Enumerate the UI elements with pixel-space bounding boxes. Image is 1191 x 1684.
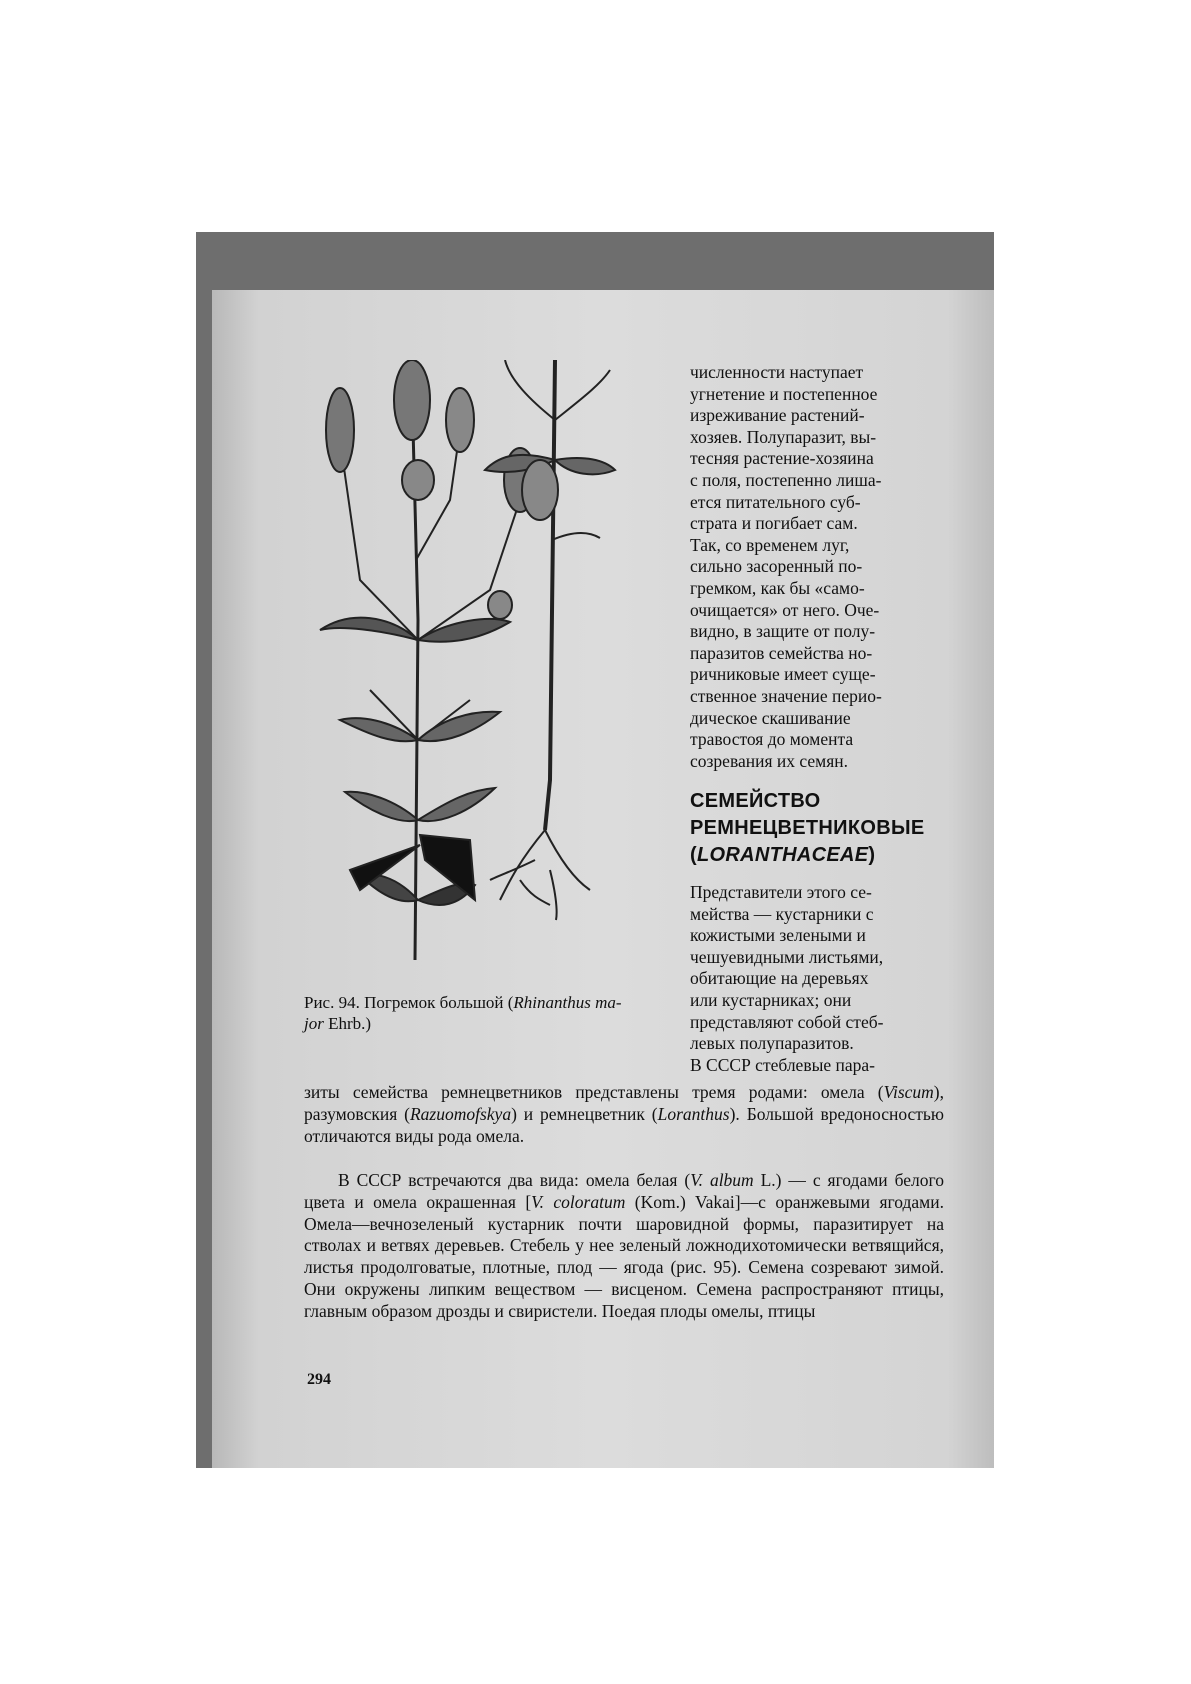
text-run: (Kom.) Vakai]—с оранжевыми ягодами. Омела—вечнозеленый кустарник почти шаровидной формы, паразитирует на стволах и ветвях деревьев. Стебель у нее зеленый ложнодихотомически ветвящийся, листья продолговатые, плотные, плод — ягода (рис. 95). Семена созревают зимой. Они окружены липким веществом — висценом. Семена распространяют птицы, главным образом дрозды и свиристели. Поедая плоды омелы, птицы	[304, 1191, 944, 1321]
text-line: созревания их семян.	[690, 750, 849, 771]
text-run: зиты семейства ремнецветников представлены тремя родами: омела (	[304, 1082, 884, 1102]
text-line: Представители этого се-	[690, 882, 872, 902]
paragraph-species	[304, 1170, 944, 1323]
text-line: чешуевидными листьями,	[690, 946, 884, 967]
text-line: ственное значение перио-	[690, 685, 882, 706]
latin-razuomofskya: Razuomofskya	[409, 1103, 512, 1124]
latin-v-coloratum: V. coloratum	[531, 1191, 626, 1212]
page-number: 294	[307, 1371, 331, 1388]
text-line: численности наступает	[690, 362, 864, 382]
text-run: ), разумовския (	[304, 1082, 944, 1124]
text-line: обитающие на деревьях	[690, 968, 869, 989]
text-line: ется питательного суб-	[690, 491, 861, 512]
heading-line-3	[690, 842, 950, 869]
text-line: левых полупаразитов.	[690, 1033, 854, 1054]
text-line: угнетение и постепенное	[690, 383, 878, 404]
text-line: кожистыми зелеными и	[690, 925, 866, 946]
caption-text: Рис. 94. Погремок большой (	[304, 993, 514, 1012]
text-line: мейства — кустарники с	[690, 903, 874, 924]
text-line: дическое скашивание	[690, 707, 851, 728]
text-line: хозяев. Полупаразит, вы-	[690, 426, 877, 447]
figure-caption	[304, 992, 682, 1034]
latin-loranthus: Loranthus	[657, 1103, 730, 1124]
column-text	[690, 362, 944, 772]
text-line: страта и погибает сам.	[690, 513, 858, 534]
paren-open: (	[690, 844, 697, 866]
text-line: травостоя до момента	[690, 729, 854, 750]
latin-v-album: V. album	[690, 1170, 754, 1190]
caption-latin-2: jor	[304, 1014, 324, 1033]
section-heading	[690, 788, 950, 869]
text-line: В СССР стеблевые пара-	[690, 1054, 875, 1075]
latin-viscum: Viscum	[883, 1082, 934, 1102]
text-line: с поля, постепенно лиша-	[690, 469, 882, 490]
text-line: представляют собой стеб-	[690, 1011, 884, 1032]
column-text-2	[690, 882, 944, 1076]
text-line: очищается» от него. Оче-	[690, 599, 880, 620]
heading-latin: LORANTHACEAE	[696, 844, 869, 866]
heading-line-1: СЕМЕЙСТВО	[690, 790, 821, 812]
text-run: В СССР встречаются два вида: омела белая (	[338, 1170, 691, 1190]
text-run: ). Большой вредоносностью отличаются виды рода омела.	[304, 1103, 944, 1146]
text-line: ричниковые имеет суще-	[690, 664, 876, 685]
text-line: изреживание растений-	[690, 405, 865, 426]
text-run: L.) — с ягодами белого цвета и омела окрашенная [	[304, 1170, 944, 1212]
text-line: сильно засоренный по-	[690, 556, 863, 577]
text-line: или кустарниках; они	[690, 989, 852, 1010]
paren-close: )	[868, 844, 876, 866]
rhinanthus-illustration	[300, 360, 670, 970]
caption-author: Ehrb.)	[323, 1014, 372, 1033]
text-run: ) и ремнецветник (	[511, 1103, 658, 1124]
paragraph-genera	[304, 1082, 944, 1147]
caption-latin: Rhinanthus ma-	[513, 993, 622, 1012]
text-line: видно, в защите от полу-	[690, 621, 876, 642]
text-line: гремком, как бы «само-	[690, 577, 865, 598]
text-line: тесняя растение-хозяина	[690, 448, 874, 469]
text-line: Так, со временем луг,	[690, 534, 850, 555]
heading-line-2: РЕМНЕЦВЕТНИКОВЫЕ	[690, 817, 925, 839]
text-line: паразитов семейства но-	[690, 642, 873, 663]
